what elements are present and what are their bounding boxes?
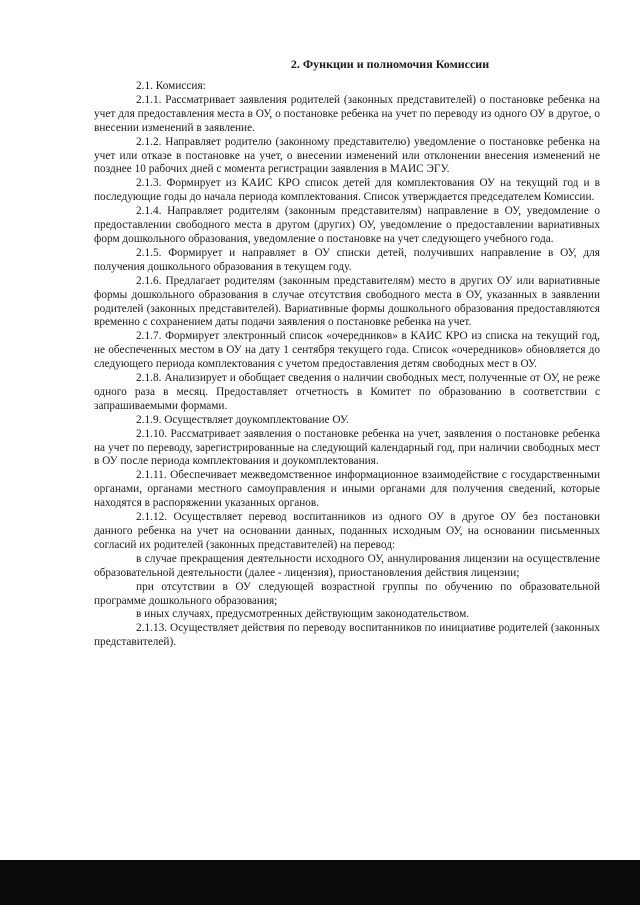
paragraph: 2.1.13. Осуществляет действия по переводу воспитанников по инициативе родителей (законных представителей). (94, 622, 600, 649)
paragraph: 2.1.12. Осуществляет перевод воспитанников из одного ОУ в другое ОУ без постановки данного ребенка на учет на основании данных, поданных исходным ОУ, на основании письменных согласий их родителей (законных представителей) на перевод: (94, 511, 600, 551)
paragraph: 2.1. Комиссия: (136, 80, 206, 92)
paragraph: 2.1.6. Предлагает родителям (законным представителям) место в других ОУ или вариативные формы дошкольного образования в случае отсутствия свободного места в ОУ, указанных в заявлении родителей (законных представителей). Вариативные формы дошкольного образования предоставляются временно с сохранением даты подачи заявления о постановке ребенка на учет. (94, 274, 600, 329)
paragraph: 2.1.1. Рассматривает заявления родителей (законных представителей) о постановке ребенка на учет для предоставления места в ОУ, о постановке ребенка на учет по переводу из одного ОУ в другое, о внесении изменений в заявление. (94, 93, 600, 134)
paragraph: 2.1.3. Формирует из КАИС КРО список детей для комплектования ОУ на текущий год и в последующие годы до начала периода комплектования. Список утверждается председателем Комиссии. (94, 177, 600, 204)
paragraph: 2.1.10. Рассматривает заявления о постановке ребенка на учет, заявления о постановке ребенка на учет по переводу, зарегистрированные на следующий календарный год, при наличии свободных мест в ОУ после периода комплектования и доукомплектования. (94, 427, 600, 468)
scan-bottom-edge (0, 860, 640, 905)
paragraph: 2.1.8. Анализирует и обобщает сведения о наличии свободных мест, полученные от ОУ, не реже одного раза в месяц. Предоставляет отчетность в Комитет по образованию в соответствии с запрашиваемыми формами. (94, 372, 600, 412)
document-body (94, 80, 600, 650)
paragraph: 2.1.11. Обеспечивает межведомственное информационное взаимодействие с государственными органами, органами местного самоуправления и иными органами для получения сведений, которые находятся в распоряжении указанных органов. (94, 469, 600, 510)
paragraph: 2.1.5. Формирует и направляет в ОУ списки детей, получивших направление в ОУ, для получения дошкольного образования в текущем году. (94, 246, 600, 273)
section-heading: 2. Функции и полномочия Комиссии (290, 57, 490, 71)
paragraph: 2.1.9. Осуществляет доукомплектование ОУ. (136, 413, 349, 426)
list-item: в случае прекращения деятельности исходного ОУ, аннулирования лицензии на осуществление образовательной деятельности (далее - лицензия), приостановления действия лицензии; (94, 552, 600, 579)
paragraph: 2.1.2. Направляет родителю (законному представителю) уведомление о постановке ребенка на учет или отказе в постановке на учет, о внесении изменений или отклонении внесения изменений не позднее 10 рабочих дней с момента регистрации заявления в МАИС ЭГУ. (94, 135, 600, 176)
list-item: в иных случаях, предусмотренных действующим законодательством. (136, 608, 470, 621)
list-item: при отсутствии в ОУ следующей возрастной группы по обучению по образовательной программе дошкольного образования; (94, 580, 600, 607)
paragraph: 2.1.4. Направляет родителям (законным представителям) направление в ОУ, уведомление о предоставлении свободного места в другом (других) ОУ, уведомление о предоставлении вариативных форм дошкольного образования, уведомление о постановке на учет следующего учебного года. (94, 205, 600, 245)
paragraph: 2.1.7. Формирует электронный список «очередников» в КАИС КРО из списка на текущий год, не обеспеченных местом в ОУ на дату 1 сентября текущего года. Список «очередников» обновляется до следующего периода комплектования с учетом предоставления детям свободных мест в ОУ. (94, 330, 600, 371)
